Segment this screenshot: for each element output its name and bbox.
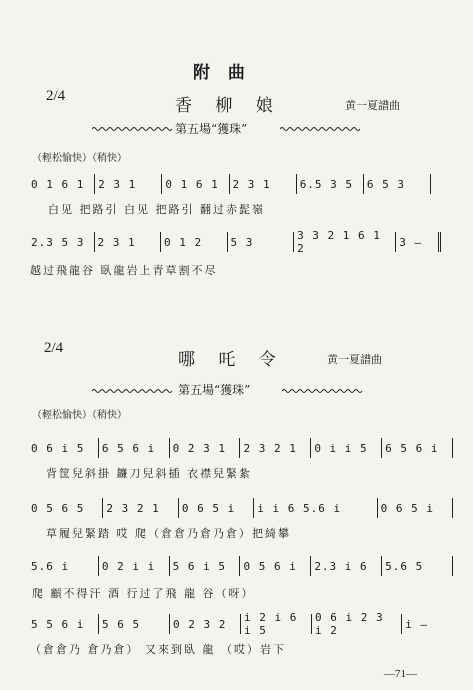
composer-credit: 黄一夏譜曲	[345, 99, 400, 112]
lyrics-line: （倉倉乃 倉乃倉） 又來到臥 龍 （哎）岩下	[30, 643, 286, 656]
measure: i 2 i 6 i 5	[241, 614, 312, 634]
measure: 0 6 5 i	[179, 498, 254, 518]
measure: 6 5 6 i	[382, 438, 453, 458]
measure: 0 1 2	[161, 232, 228, 252]
measure: 2 3 1	[95, 174, 162, 194]
scene-label: 第五場“獲珠”	[175, 122, 248, 136]
notation-line	[0, 611, 473, 637]
song-title: 哪 吒 令	[178, 350, 285, 370]
wavy-rule-left	[92, 388, 174, 394]
measure: 0 i i 5	[311, 438, 382, 458]
measure: 6 5 3	[364, 174, 431, 194]
notation-line	[0, 174, 473, 194]
lyrics-line: 草履兒緊踏 哎 爬（倉倉乃倉乃倉）把綺攀	[46, 527, 291, 540]
measure: 0 1 6 1	[28, 174, 95, 194]
notation-line	[0, 438, 473, 458]
wavy-rule-left	[92, 126, 172, 132]
measure: 2 3 1	[230, 174, 297, 194]
measure: 6.5 3 5	[297, 174, 364, 194]
lyrics-line: 背筐兒斜掛 鐮刀兒斜插 衣襟兒緊紮	[46, 467, 252, 480]
measure: 2 3 1	[95, 232, 162, 252]
measure: 0 6 i 5	[28, 438, 99, 458]
measure: 0 1 6 1	[162, 174, 229, 194]
tempo-marking: （輕松愉快）（稍快）	[32, 153, 127, 164]
wavy-rule-right	[280, 126, 360, 132]
measure: 5 5 6 i	[28, 614, 99, 634]
measure: 5 6 5	[99, 614, 170, 634]
lyrics-line: 白见 把路引 白见 把路引 翻过赤髭嶺	[48, 203, 265, 216]
measure: 2 3 2 1	[103, 498, 178, 518]
lyrics-line: 越过飛龍谷 臥龍岩上青草割不尽	[30, 264, 218, 277]
measure-final: 3 —	[396, 232, 441, 252]
measure: 0 6 5 i	[378, 498, 453, 518]
measure: 0 2 3 2	[170, 614, 241, 634]
measure: 0 2 i i	[99, 556, 170, 576]
scene-label: 第五場“獲珠”	[178, 383, 251, 397]
composer-credit: 黄一夏譜曲	[327, 353, 382, 366]
wavy-rule-right	[282, 388, 364, 394]
measure: 2 3 2 1	[240, 438, 311, 458]
measure: 2.3 i 6	[311, 556, 382, 576]
lyrics-line: 爬 顧不得汗 酒 行过了飛 龍 谷（呀）	[32, 587, 255, 600]
time-signature: 2/4	[44, 340, 64, 356]
measure: 0 5 6 5	[28, 498, 103, 518]
notation-line	[0, 229, 473, 255]
notation-line	[0, 498, 473, 518]
measure: 0 2 3 1	[170, 438, 241, 458]
measure: 2.3 5 3	[28, 232, 95, 252]
measure: 3 3 2 1 6 1 2	[294, 232, 396, 252]
measure: i —	[405, 617, 429, 631]
measure: 5 6 i 5	[170, 556, 241, 576]
measure: 5 3	[228, 232, 295, 252]
notation-line	[0, 556, 473, 576]
page-number: —71—	[384, 668, 417, 680]
time-signature: 2/4	[46, 88, 66, 104]
measure: 6 5 6 i	[99, 438, 170, 458]
appendix-title: 附 曲	[193, 63, 251, 83]
measure: 5.6 i	[28, 556, 99, 576]
measure: i i 6 5.6 i	[254, 498, 377, 518]
measure: 5.6 5	[382, 556, 453, 576]
measure: 0 5 6 i	[240, 556, 311, 576]
measure: 0 6 i 2 3 i 2	[312, 614, 402, 634]
song-title: 香 柳 娘	[175, 96, 282, 116]
tempo-marking: （輕松愉快）（稍快）	[32, 410, 127, 421]
